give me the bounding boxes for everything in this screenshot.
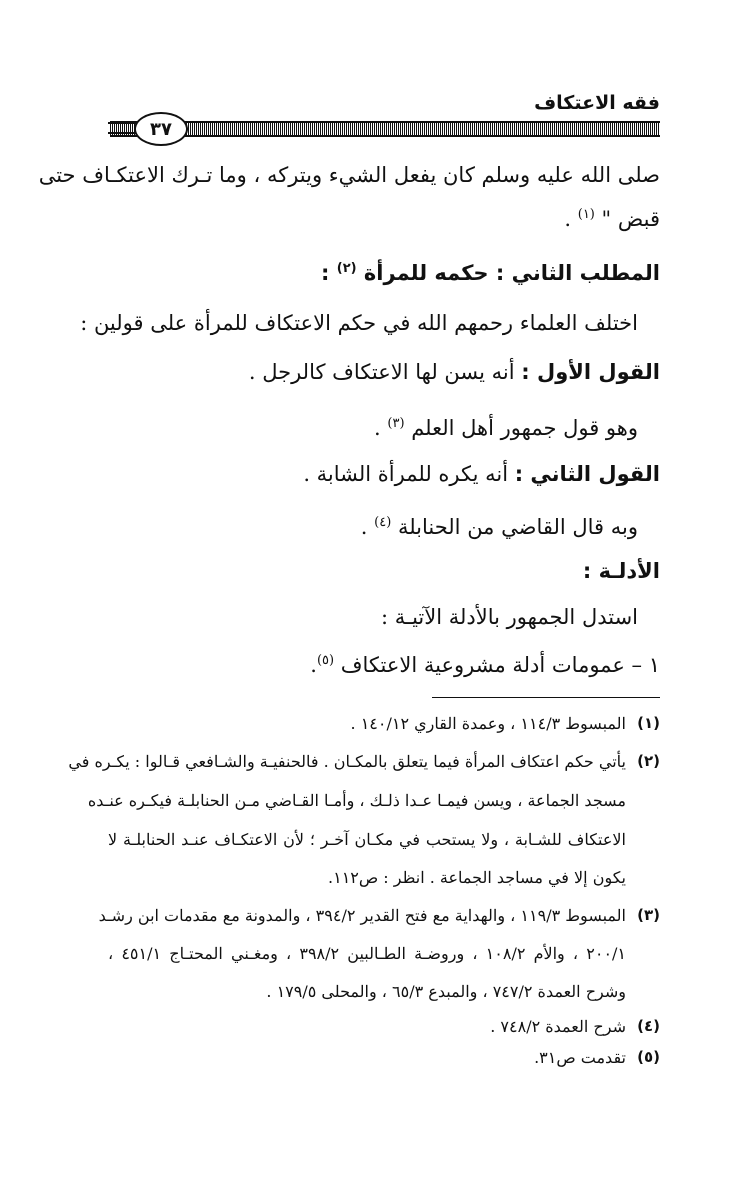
footnote-2-line-2: مسجد الجماعة ، ويسن فيمـا عـدا ذلـك ، وأمـا القـاضي مـن الحنابلـة فيكـره عنـده xyxy=(87,791,626,810)
footnote-2-line-4: يكون إلا في مساجد الجماعة . انظر : ص١١٢. xyxy=(328,868,626,887)
footnote-ref-5[interactable]: (٥) xyxy=(316,653,335,668)
footnote-5-line-1: تقدمت ص٣١. xyxy=(534,1048,626,1067)
body-line-2 xyxy=(564,200,660,234)
opinion-1-support-text: وهو قول جمهور أهل العلم xyxy=(404,416,638,440)
evidence-item-1 xyxy=(310,646,660,680)
opinion-2-support-end: . xyxy=(360,515,375,539)
footnote-ref-3[interactable]: (٣) xyxy=(387,416,405,431)
header-rule xyxy=(110,121,660,137)
paragraph-2: استدل الجمهور بالأدلة الآتيـة : xyxy=(380,605,638,629)
footnote-3-number: (٣) xyxy=(637,906,660,924)
footnote-3-line-3: وشرح العمدة ٧٤٧/٢ ، والمبدع ٦٥/٣ ، والمحلى ١٧٩/٥ . xyxy=(266,982,626,1001)
footnote-5-number: (٥) xyxy=(637,1048,660,1066)
opinion-1-text: أنه يسن لها الاعتكاف كالرجل . xyxy=(248,360,522,384)
footnote-3-line-1: المبسوط ١١٩/٣ ، والهداية مع فتح القدير ٣٩٤/٢ ، والمدونة مع مقدمات ابن رشـد xyxy=(98,906,626,925)
footnote-ref-2[interactable]: (٢) xyxy=(336,261,357,276)
footnote-ref-1[interactable]: (١) xyxy=(577,207,595,222)
evidence-item-1-end: . xyxy=(310,653,317,677)
opinion-1-label: القول الأول : xyxy=(521,360,660,384)
opinion-1-support xyxy=(374,409,638,443)
footnote-1-number: (١) xyxy=(637,714,660,732)
opinion-2-text: أنه يكره للمرأة الشابة . xyxy=(303,462,515,486)
section-heading-1-text: المطلب الثاني : حكمه للمرأة xyxy=(356,261,660,285)
page-number: ٣٧ xyxy=(150,118,172,140)
body-line-1: صلى الله عليه وسلم كان يفعل الشيء ويتركه ، وما تـرك الاعتكـاف حتى xyxy=(38,163,660,187)
body-line-2-end: . xyxy=(564,207,578,231)
opinion-2 xyxy=(303,459,660,489)
opinion-2-support xyxy=(361,508,638,542)
section-heading-1-end: : xyxy=(321,261,337,285)
footnote-2-number: (٢) xyxy=(637,752,660,770)
footnote-2-line-1: يأتي حكم اعتكاف المرأة فيما يتعلق بالمكـان . فالحنفيـة والشـافعي قـالوا : يكـره في xyxy=(68,752,626,771)
opinion-2-label: القول الثاني : xyxy=(514,462,660,486)
footnote-3-line-2: ٢٠٠/١ ، والأم ١٠٨/٢ ، وروضـة الطـالبين ٣٩٨/٢ ، ومغـني المحتـاج ٤٥١/١ ، xyxy=(108,944,627,963)
footnote-4-number: (٤) xyxy=(637,1017,660,1035)
body-line-2-text: قبض " xyxy=(594,207,660,231)
footnote-separator xyxy=(432,697,660,698)
section-heading-1 xyxy=(321,254,660,288)
footnote-1-line-1: المبسوط ١١٤/٣ ، وعمدة القاري ١٤٠/١٢ . xyxy=(350,714,626,733)
header-left-rule xyxy=(108,122,136,134)
footnote-4-line-1: شرح العمدة ٧٤٨/٢ . xyxy=(490,1017,626,1036)
footnote-2-line-3: الاعتكاف للشـابة ، ولا يستحب في مكـان آخـر ؛ لأن الاعتكـاف عنـد الحنابلـة لا xyxy=(108,830,626,849)
evidence-item-1-text: ١ – عمومات أدلة مشروعية الاعتكاف xyxy=(334,653,660,677)
opinion-1 xyxy=(249,357,660,387)
running-header-title: فقه الاعتكاف xyxy=(534,92,660,114)
section-heading-evidence: الأدلـة : xyxy=(582,559,660,583)
footnote-ref-4[interactable]: (٤) xyxy=(374,515,392,530)
opinion-2-support-text: وبه قال القاضي من الحنابلة xyxy=(391,515,638,539)
page-number-badge xyxy=(134,112,188,146)
paragraph-1: اختلف العلماء رحمهم الله في حكم الاعتكاف للمرأة على قولين : xyxy=(80,311,638,335)
opinion-1-support-end: . xyxy=(374,416,388,440)
